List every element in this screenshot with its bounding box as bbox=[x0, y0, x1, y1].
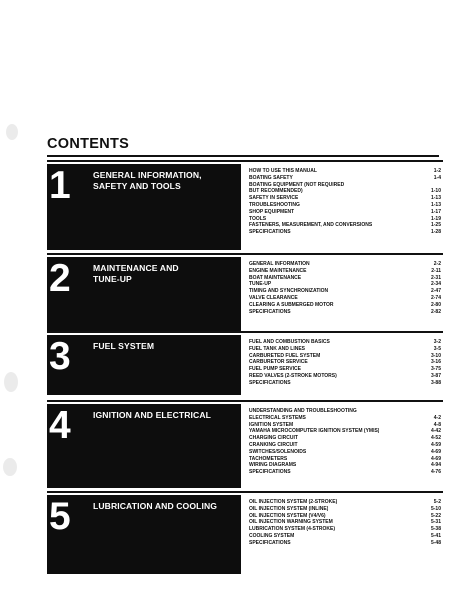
section-entry[interactable] bbox=[249, 408, 441, 415]
section-page-number: 3-87 bbox=[430, 372, 441, 379]
section-page-number: 2-11 bbox=[431, 267, 441, 274]
section-entry[interactable] bbox=[249, 222, 441, 229]
section-page-number: 3-16 bbox=[430, 359, 441, 366]
section-list bbox=[249, 168, 441, 236]
section-entry[interactable] bbox=[249, 456, 441, 463]
chapter-tab[interactable] bbox=[47, 164, 241, 250]
section-entry[interactable] bbox=[249, 442, 441, 449]
section-page-number: 1-13 bbox=[430, 195, 441, 202]
page-smudge bbox=[4, 372, 18, 392]
section-name: FUEL PUMP SERVICE bbox=[249, 366, 301, 373]
section-page-number: 1-19 bbox=[430, 215, 441, 222]
section-page-number: 3-2 bbox=[433, 339, 441, 345]
title-divider bbox=[47, 155, 439, 157]
chapter-title: IGNITION AND ELECTRICAL bbox=[93, 410, 211, 420]
chapter-divider bbox=[47, 160, 443, 162]
chapter-title: LUBRICATION AND COOLING bbox=[93, 501, 218, 511]
section-entry[interactable] bbox=[249, 462, 441, 469]
section-entry[interactable] bbox=[249, 339, 441, 346]
section-list bbox=[249, 339, 441, 387]
section-page-number: 2-82 bbox=[430, 308, 441, 315]
section-name: TROUBLESHOOTING bbox=[249, 201, 300, 208]
section-page-number: 2-31 bbox=[430, 274, 441, 281]
section-entry[interactable] bbox=[249, 380, 441, 387]
section-page-number: 4-52 bbox=[430, 435, 441, 442]
section-name: ENGINE MAINTENANCE bbox=[249, 267, 307, 274]
chapter-number: 1 bbox=[49, 164, 71, 207]
section-name: ELECTRICAL SYSTEMS bbox=[249, 414, 306, 421]
section-entry[interactable] bbox=[249, 513, 441, 520]
chapter-title: GENERAL INFORMATION, SAFETY AND TOOLS bbox=[93, 170, 202, 191]
section-name: SPECIFICATIONS bbox=[249, 308, 291, 315]
section-name: LUBRICATION SYSTEM (4-STROKE) bbox=[249, 526, 336, 533]
section-list bbox=[249, 408, 441, 476]
section-name: SPECIFICATIONS bbox=[249, 379, 291, 386]
section-name: REED VALVES (2-STROKE MOTORS) bbox=[249, 372, 337, 379]
section-name: BUT RECOMMENDED) bbox=[249, 188, 303, 195]
chapter-divider bbox=[47, 331, 443, 333]
section-name: FASTENERS, MEASUREMENT, AND CONVERSIONS bbox=[249, 222, 373, 229]
section-entry[interactable] bbox=[249, 288, 441, 295]
section-entry[interactable] bbox=[249, 175, 441, 182]
section-name: OIL INJECTION SYSTEM (V4/V6) bbox=[249, 512, 326, 519]
section-page-number: 2-2 bbox=[433, 261, 441, 267]
section-entry[interactable] bbox=[249, 428, 441, 435]
section-name: TIMING AND SYNCHRONIZATION bbox=[249, 288, 329, 295]
section-page-number: 2-74 bbox=[430, 294, 441, 301]
section-page-number: 2-47 bbox=[430, 288, 441, 295]
section-name: OIL INJECTION WARNING SYSTEM bbox=[249, 519, 333, 526]
section-name: CHARGING CIRCUIT bbox=[249, 435, 298, 442]
section-name: BOATING SAFETY bbox=[249, 174, 293, 181]
chapter-number: 4 bbox=[49, 404, 71, 447]
chapter-divider bbox=[47, 491, 443, 493]
section-entry[interactable] bbox=[249, 526, 441, 533]
section-name: YAMAHA MICROCOMPUTER IGNITION SYSTEM (YMIS) bbox=[249, 428, 380, 435]
page-smudge bbox=[3, 458, 17, 476]
section-entry[interactable] bbox=[249, 506, 441, 513]
section-entry[interactable] bbox=[249, 435, 441, 442]
section-page-number: 3-10 bbox=[430, 352, 441, 359]
section-name: TUNE-UP bbox=[249, 281, 272, 288]
section-page-number: 1-25 bbox=[430, 222, 441, 229]
section-entry[interactable] bbox=[249, 353, 441, 360]
section-entry[interactable] bbox=[249, 168, 441, 175]
section-name: TACHOMETERS bbox=[249, 455, 288, 462]
section-entry[interactable] bbox=[249, 302, 441, 309]
page-smudge bbox=[6, 124, 18, 140]
section-entry[interactable] bbox=[249, 216, 441, 223]
section-entry[interactable] bbox=[249, 195, 441, 202]
section-page-number: 1-2 bbox=[433, 168, 441, 174]
section-entry[interactable] bbox=[249, 366, 441, 373]
section-name: SPECIFICATIONS bbox=[249, 229, 291, 236]
section-name: HOW TO USE THIS MANUAL bbox=[249, 168, 317, 174]
section-entry[interactable] bbox=[249, 422, 441, 429]
section-entry[interactable] bbox=[249, 268, 441, 275]
section-name: SHOP EQUIPMENT bbox=[249, 208, 295, 215]
section-name: GENERAL INFORMATION bbox=[249, 261, 310, 267]
section-page-number: 1-17 bbox=[430, 208, 441, 215]
section-page-number: 3-88 bbox=[430, 379, 441, 386]
section-page-number: 1-4 bbox=[433, 174, 441, 181]
chapter-number: 5 bbox=[49, 495, 71, 538]
section-name: BOATING EQUIPMENT (NOT REQUIRED bbox=[249, 181, 345, 188]
section-name: BOAT MAINTENANCE bbox=[249, 274, 302, 281]
section-page-number: 2-34 bbox=[430, 281, 441, 288]
section-name: FUEL TANK AND LINES bbox=[249, 345, 306, 352]
section-list bbox=[249, 499, 441, 547]
section-name: CARBURETOR SERVICE bbox=[249, 359, 308, 366]
chapter-tab[interactable] bbox=[47, 335, 241, 395]
section-page-number: 4-8 bbox=[433, 421, 441, 428]
section-entry[interactable] bbox=[249, 373, 441, 380]
section-page-number: 3-75 bbox=[430, 366, 441, 373]
section-entry[interactable] bbox=[249, 533, 441, 540]
section-entry[interactable] bbox=[249, 295, 441, 302]
section-name: SPECIFICATIONS bbox=[249, 539, 291, 546]
section-entry[interactable] bbox=[249, 281, 441, 288]
chapter-tab[interactable] bbox=[47, 257, 241, 331]
section-name: VALVE CLEARANCE bbox=[249, 294, 298, 301]
section-page-number: 5-38 bbox=[430, 526, 441, 533]
section-page-number: 4-76 bbox=[430, 469, 441, 476]
section-entry[interactable] bbox=[249, 275, 441, 282]
section-page-number: 4-94 bbox=[430, 462, 441, 469]
section-page-number: 4-2 bbox=[433, 414, 441, 421]
section-entry[interactable] bbox=[249, 188, 441, 195]
section-name: TOOLS bbox=[249, 215, 267, 222]
section-entry[interactable] bbox=[249, 346, 441, 353]
section-page-number: 5-2 bbox=[433, 499, 441, 505]
chapter-2 bbox=[47, 253, 443, 331]
chapter-1 bbox=[47, 160, 443, 250]
section-name: UNDERSTANDING AND TROUBLESHOOTING bbox=[249, 408, 357, 414]
section-page-number: 1-28 bbox=[430, 229, 441, 236]
section-entry[interactable] bbox=[249, 519, 441, 526]
section-name: SPECIFICATIONS bbox=[249, 469, 291, 476]
section-entry[interactable] bbox=[249, 359, 441, 366]
section-page-number: 5-41 bbox=[430, 532, 441, 539]
section-name: WIRING DIAGRAMS bbox=[249, 462, 297, 469]
chapter-divider bbox=[47, 400, 443, 402]
section-name: SAFETY IN SERVICE bbox=[249, 195, 299, 202]
section-entry[interactable] bbox=[249, 415, 441, 422]
section-entry[interactable] bbox=[249, 229, 441, 236]
section-entry[interactable] bbox=[249, 209, 441, 216]
chapter-4 bbox=[47, 400, 443, 488]
section-entry[interactable] bbox=[249, 540, 441, 547]
chapter-title: FUEL SYSTEM bbox=[93, 341, 155, 351]
section-entry[interactable] bbox=[249, 261, 441, 268]
section-entry[interactable] bbox=[249, 202, 441, 209]
section-page-number: 3-5 bbox=[433, 345, 441, 352]
section-name: CLEARING A SUBMERGED MOTOR bbox=[249, 301, 334, 308]
chapter-5 bbox=[47, 491, 443, 574]
section-entry[interactable] bbox=[249, 469, 441, 476]
section-page-number: 4-69 bbox=[430, 455, 441, 462]
section-page-number: 4-42 bbox=[430, 428, 441, 435]
chapter-number: 2 bbox=[49, 257, 71, 300]
section-page-number: 4-59 bbox=[430, 441, 441, 448]
chapter-divider bbox=[47, 253, 443, 255]
section-name: IGNITION SYSTEM bbox=[249, 421, 294, 428]
chapter-title: MAINTENANCE AND TUNE-UP bbox=[93, 263, 179, 284]
section-page-number: 1-10 bbox=[430, 188, 441, 195]
section-page-number: 5-22 bbox=[430, 512, 441, 519]
section-page-number: 4-69 bbox=[430, 448, 441, 455]
section-name: COOLING SYSTEM bbox=[249, 532, 295, 539]
chapter-number: 3 bbox=[49, 335, 71, 378]
section-entry[interactable] bbox=[249, 309, 441, 316]
chapter-tab[interactable] bbox=[47, 495, 241, 574]
section-page-number: 5-10 bbox=[430, 505, 441, 512]
section-entry[interactable] bbox=[249, 499, 441, 506]
section-name: OIL INJECTION SYSTEM (INLINE) bbox=[249, 505, 329, 512]
section-name: SWITCHES/SOLENOIDS bbox=[249, 448, 307, 455]
section-entry[interactable] bbox=[249, 449, 441, 456]
section-entry[interactable] bbox=[249, 182, 441, 189]
section-page-number: 1-13 bbox=[430, 201, 441, 208]
section-name: CRANKING CIRCUIT bbox=[249, 441, 298, 448]
section-name: CARBURETED FUEL SYSTEM bbox=[249, 352, 321, 359]
section-name: OIL INJECTION SYSTEM (2-STROKE) bbox=[249, 499, 338, 505]
section-name: FUEL AND COMBUSTION BASICS bbox=[249, 339, 330, 345]
section-page-number: 5-31 bbox=[430, 519, 441, 526]
section-page-number: 5-48 bbox=[430, 539, 441, 546]
chapter-3 bbox=[47, 331, 443, 395]
chapter-tab[interactable] bbox=[47, 404, 241, 488]
section-page-number: 2-80 bbox=[430, 301, 441, 308]
page-title: CONTENTS bbox=[47, 136, 130, 152]
section-list bbox=[249, 261, 441, 315]
